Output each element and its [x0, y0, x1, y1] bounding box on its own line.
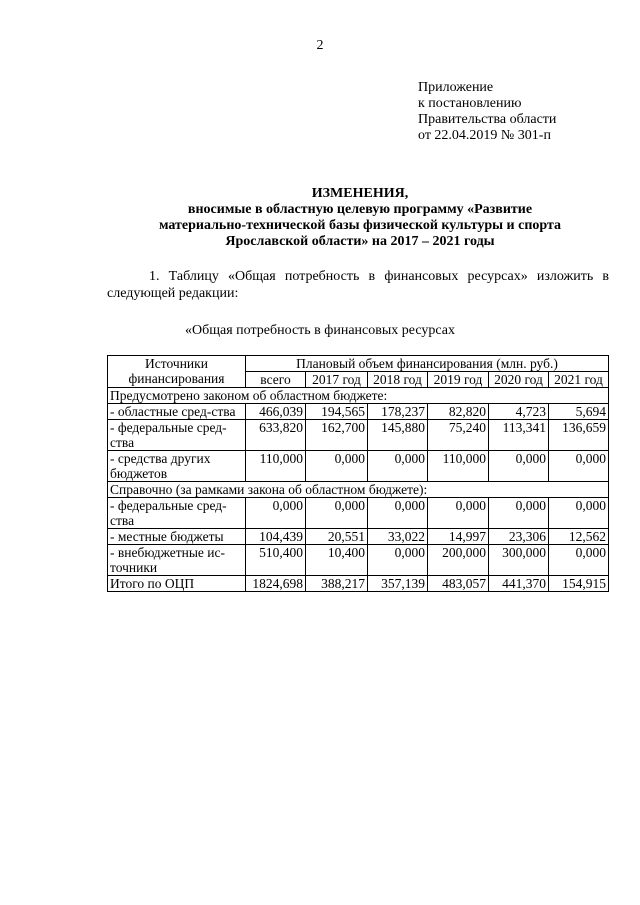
cell-value: 20,551 — [306, 529, 368, 545]
cell-value: 14,997 — [428, 529, 489, 545]
header-year: всего — [246, 372, 306, 388]
cell-value: 136,659 — [549, 420, 609, 451]
heading-line: материально-технической базы физической культуры и спорта — [158, 218, 562, 233]
table-row — [108, 404, 609, 420]
financing-table — [107, 355, 609, 592]
cell-value: 0,000 — [246, 498, 306, 529]
total-row — [108, 576, 609, 592]
cell-value: 510,400 — [246, 545, 306, 576]
cell-value: 178,237 — [368, 404, 428, 420]
cell-value: 300,000 — [489, 545, 549, 576]
cell-value: 12,562 — [549, 529, 609, 545]
cell-value: 0,000 — [368, 451, 428, 482]
table-row — [108, 498, 609, 529]
cell-value: 0,000 — [489, 451, 549, 482]
cell-value: 0,000 — [306, 451, 368, 482]
table-row — [108, 451, 609, 482]
heading-line: Ярославской области» на 2017 – 2021 годы — [225, 234, 495, 249]
row-label: Итого по ОЦП — [108, 576, 246, 592]
table-row — [108, 545, 609, 576]
heading-line: ИЗМЕНЕНИЯ, — [311, 186, 409, 201]
table-row — [108, 529, 609, 545]
header-planned: Плановый объем финансирования (млн. руб.) — [246, 356, 609, 372]
row-label: - федеральные сред-ства — [108, 420, 246, 451]
header-year: 2021 год — [549, 372, 609, 388]
appendix-block — [418, 80, 556, 144]
row-label: - местные бюджеты — [108, 529, 246, 545]
table-header-row — [108, 356, 609, 372]
appendix-line: Приложение — [418, 80, 494, 95]
cell-value: 200,000 — [428, 545, 489, 576]
header-year: 2019 год — [428, 372, 489, 388]
cell-value: 0,000 — [489, 498, 549, 529]
section-row — [108, 388, 609, 404]
heading-line: вносимые в областную целевую программу «Развитие — [187, 202, 533, 217]
header-year: 2018 год — [368, 372, 428, 388]
cell-value: 75,240 — [428, 420, 489, 451]
cell-value: 0,000 — [306, 498, 368, 529]
cell-value: 5,694 — [549, 404, 609, 420]
cell-value: 1824,698 — [246, 576, 306, 592]
table-title: «Общая потребность в финансовых ресурсах — [185, 323, 455, 338]
cell-value: 110,000 — [246, 451, 306, 482]
header-year: 2017 год — [306, 372, 368, 388]
cell-value: 82,820 — [428, 404, 489, 420]
cell-value: 0,000 — [549, 451, 609, 482]
cell-value: 0,000 — [368, 498, 428, 529]
cell-value: 388,217 — [306, 576, 368, 592]
row-label: - внебюджетные ис-точники — [108, 545, 246, 576]
cell-value: 10,400 — [306, 545, 368, 576]
appendix-line: от 22.04.2019 № 301-п — [418, 128, 551, 143]
cell-value: 33,022 — [368, 529, 428, 545]
page-number: 2 — [316, 38, 324, 53]
header-year: 2020 год — [489, 372, 549, 388]
cell-value: 110,000 — [428, 451, 489, 482]
cell-value: 0,000 — [428, 498, 489, 529]
cell-value: 0,000 — [368, 545, 428, 576]
row-label: - средства других бюджетов — [108, 451, 246, 482]
cell-value: 113,341 — [489, 420, 549, 451]
cell-value: 483,057 — [428, 576, 489, 592]
cell-value: 466,039 — [246, 404, 306, 420]
section-row — [108, 482, 609, 498]
row-label: - областные сред-ства — [108, 404, 246, 420]
appendix-line: Правительства области — [418, 112, 557, 127]
cell-value: 23,306 — [489, 529, 549, 545]
cell-value: 0,000 — [549, 545, 609, 576]
cell-value: 0,000 — [549, 498, 609, 529]
table-row — [108, 420, 609, 451]
document-heading — [100, 186, 620, 250]
cell-value: 441,370 — [489, 576, 549, 592]
appendix-line: к постановлению — [418, 96, 522, 111]
cell-value: 357,139 — [368, 576, 428, 592]
header-source: Источники финансирования — [108, 356, 246, 388]
row-label: - федеральные сред-ства — [108, 498, 246, 529]
cell-value: 154,915 — [549, 576, 609, 592]
cell-value: 633,820 — [246, 420, 306, 451]
cell-value: 145,880 — [368, 420, 428, 451]
section-label: Справочно (за рамками закона об областном бюджете): — [108, 482, 609, 498]
cell-value: 162,700 — [306, 420, 368, 451]
section-label: Предусмотрено законом об областном бюджете: — [108, 388, 609, 404]
cell-value: 194,565 — [306, 404, 368, 420]
cell-value: 104,439 — [246, 529, 306, 545]
body-paragraph: 1. Таблицу «Общая потребность в финансовых ресурсах» изложить в следующей редакции: — [107, 269, 609, 301]
cell-value: 4,723 — [489, 404, 549, 420]
